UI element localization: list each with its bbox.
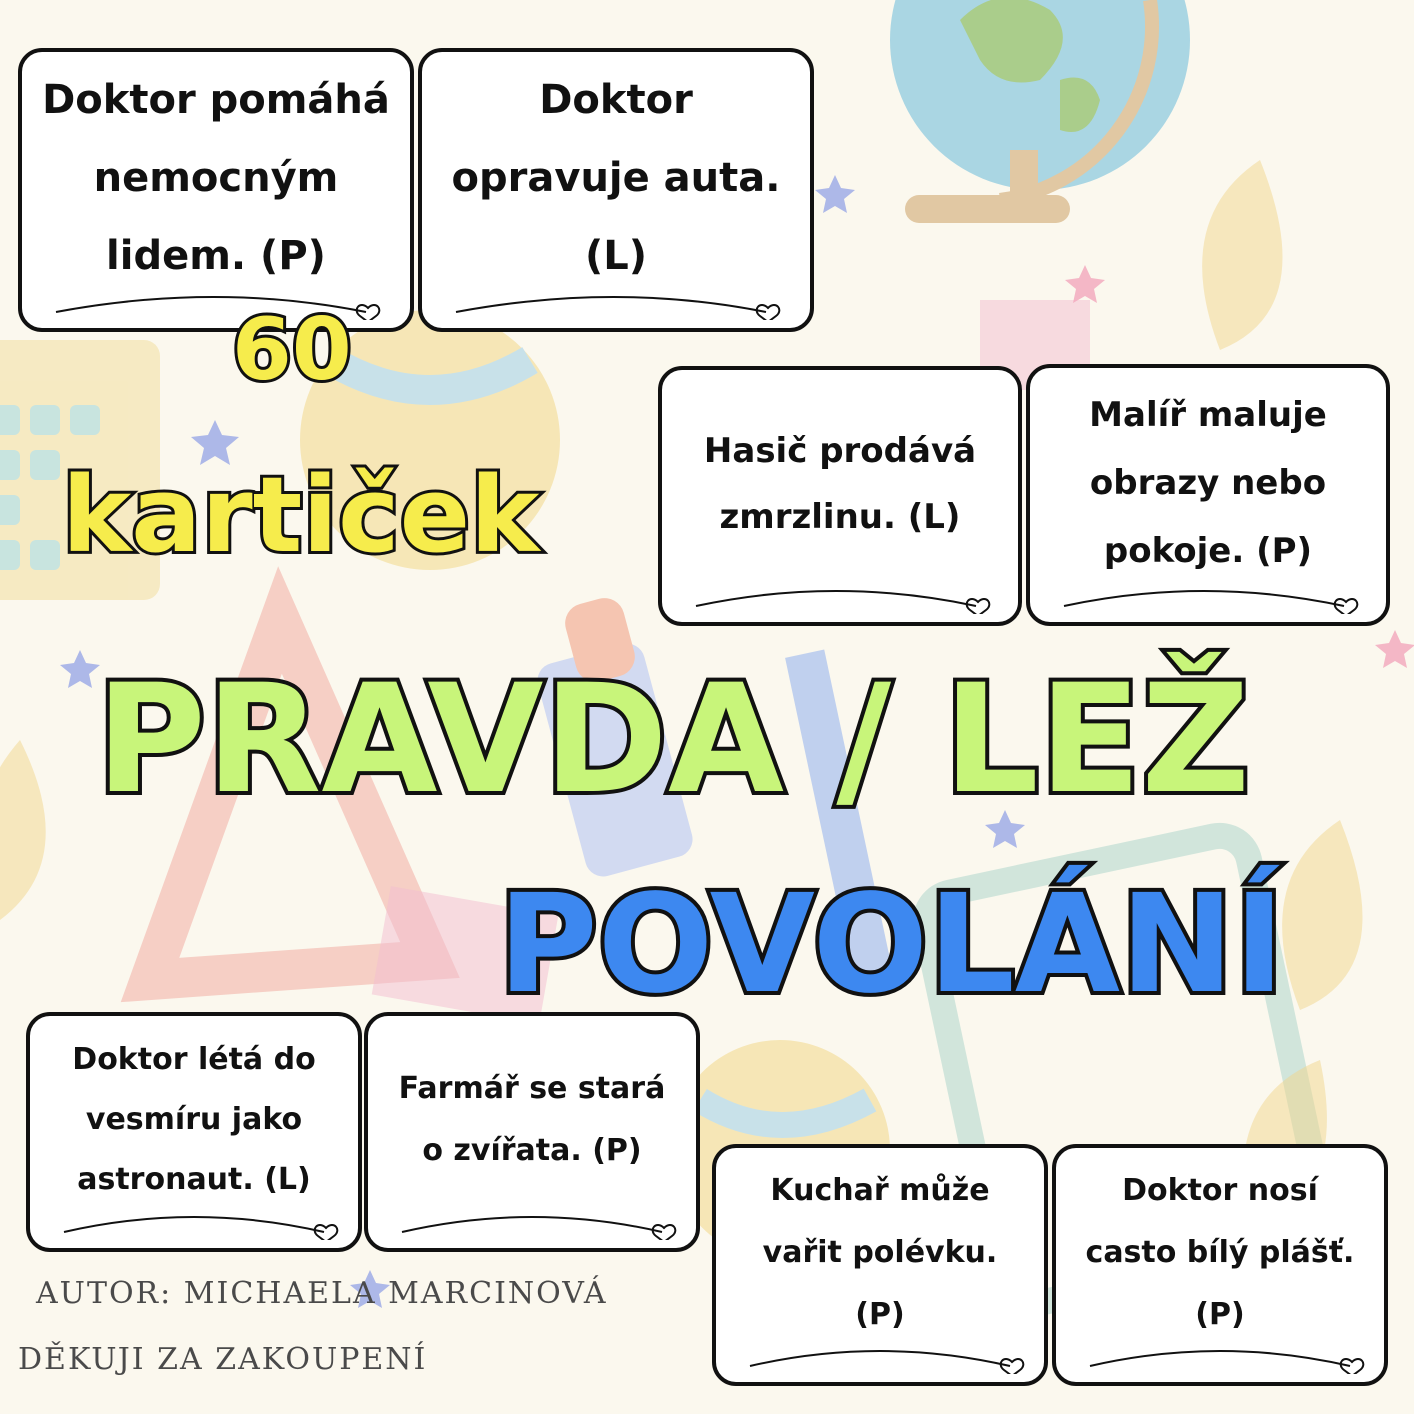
card-text: Doktor opravuje auta. (L) <box>451 77 781 279</box>
card-doktor-pomaha <box>18 48 414 332</box>
card-doktor-leta <box>26 1012 362 1252</box>
card-text: Farmář se stará o zvířata. (P) <box>398 1071 666 1168</box>
heart-flourish-icon <box>1054 576 1364 614</box>
page-subtitle: POVOLÁNÍ <box>498 866 1285 1024</box>
heart-flourish-icon <box>740 1336 1030 1374</box>
card-text: Doktor nosí casto bílý plášť. (P) <box>1085 1173 1355 1332</box>
card-text: Doktor létá do vesmíru jako astronaut. (L) <box>72 1042 316 1197</box>
card-hasic <box>658 366 1022 626</box>
card-text: Hasič prodává zmrzlinu. (L) <box>703 431 977 537</box>
card-doktor-nosi <box>1052 1144 1388 1386</box>
thank-you-note: DĚKUJI ZA ZAKOUPENÍ <box>18 1342 428 1377</box>
card-malir <box>1026 364 1390 626</box>
heart-flourish-icon <box>1080 1336 1370 1374</box>
card-count-label: kartiček <box>62 454 540 576</box>
card-text: Malíř maluje obrazy nebo pokoje. (P) <box>1089 395 1327 571</box>
author-credit: AUTOR: MICHAELA MARCINOVÁ <box>36 1276 608 1311</box>
heart-flourish-icon <box>54 1202 344 1240</box>
card-kuchar <box>712 1144 1048 1386</box>
page-title: PRAVDA / LEŽ <box>96 653 1251 827</box>
card-doktor-opravuje <box>418 48 814 332</box>
heart-flourish-icon <box>446 282 786 320</box>
card-farmar <box>364 1012 700 1252</box>
heart-flourish-icon <box>686 576 996 614</box>
card-text: Doktor pomáhá nemocným lidem. (P) <box>42 77 390 279</box>
heart-flourish-icon <box>392 1202 682 1240</box>
card-count-number: 60 <box>232 300 352 400</box>
card-text: Kuchař může vařit polévku. (P) <box>762 1173 998 1332</box>
